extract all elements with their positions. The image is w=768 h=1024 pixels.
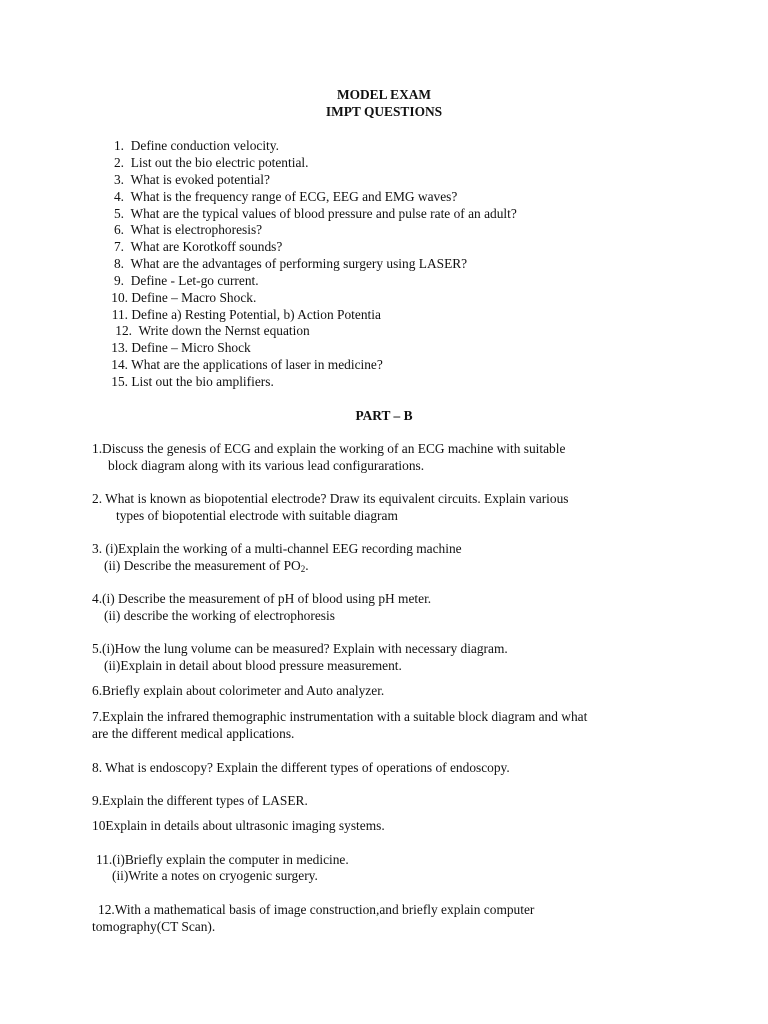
list-item: 3. What is evoked potential?: [113, 172, 270, 187]
list-item: 6. What is electrophoresis?: [113, 222, 263, 237]
section-heading: PART – B: [355, 408, 413, 423]
exam-page: MODEL EXAM IMPT QUESTIONS 1. Define conduction velocity. 2. List out the bio electric potential. 3. What is evoked potential? 4. What is the frequency range of ECG, EEG and EMG waves? 5. What are the typical values of blood pressure and pulse rate of an adult? 6. What is electrophoresis? 7. What are Korotkoff sounds? 8. What are the advantages of performing surgery using LASER? 9. Define - Let-go current. 10. Define – Macro Shock. 11. Define a) Resting Potential, b) Action Potentia 12. Write down the Nernst equation 13. Define – Micro Shock 14. What are the applications of laser in medicine? 15. List out the bio amplifiers. PART – B 1.Discuss the genesis of ECG and explain the working of an ECG machine with suitable block diagram along with its various lead configurarations. 2. What is known as biopotential electrode? Draw its equivalent circuits. Explain various types of biopotential electrode with suitable diagram 3. (i)Explain the working of a multi-channel EEG recording machine (ii) Describe the measurement of $PO_2$. 4.(i) Describe the measurement of pH of blood using pH meter. (ii) describe the working of electrophoresis 5.(i)How the lung volume can be measured? Explain with necessary diagram. (ii)Explain in detail about blood pressure measurement. 6.Briefly explain about colorimeter and Auto analyzer. 7.Explain the infrared themographic instrumentation with a suitable block diagram and what are the different medical applications. 8. What is endoscopy? Explain the different types of operations of endoscopy. 9.Explain the different types of LASER. 10Explain in details about ultrasonic imaging systems. 11.(i)Briefly explain the computer in medicine. (ii)Write a notes on cryogenic surgery. 12.With a mathematical basis of image construction,and briefly explain computer tomography(CT Scan).: [0, 0, 768, 1024]
list-item: 13. Define – Micro Shock: [111, 340, 251, 355]
list-item: 9. Define - Let-go current.: [113, 273, 259, 288]
list-item: 10. Define – Macro Shock.: [111, 290, 257, 305]
list-item: 8. What are the advantages of performing surgery using LASER?: [113, 256, 468, 271]
list-item: 4. What is the frequency range of ECG, EEG and EMG waves?: [113, 189, 458, 204]
list-item: 7. What are Korotkoff sounds?: [113, 239, 283, 254]
list-item: 11. Define a) Resting Potential, b) Action Potentia: [111, 307, 381, 322]
document-title: MODEL EXAM: [336, 87, 432, 102]
list-item: 15. List out the bio amplifiers.: [111, 374, 274, 389]
list-item: 2. List out the bio electric potential.: [113, 155, 309, 170]
list-item: 5. What are the typical values of blood pressure and pulse rate of an adult?: [113, 206, 517, 221]
list-item: 12. Write down the Nernst equation: [115, 323, 310, 338]
document-subtitle: IMPT QUESTIONS: [325, 104, 443, 119]
list-item: 14. What are the applications of laser in medicine?: [111, 357, 383, 372]
list-item: 1. Define conduction velocity.: [113, 138, 279, 153]
